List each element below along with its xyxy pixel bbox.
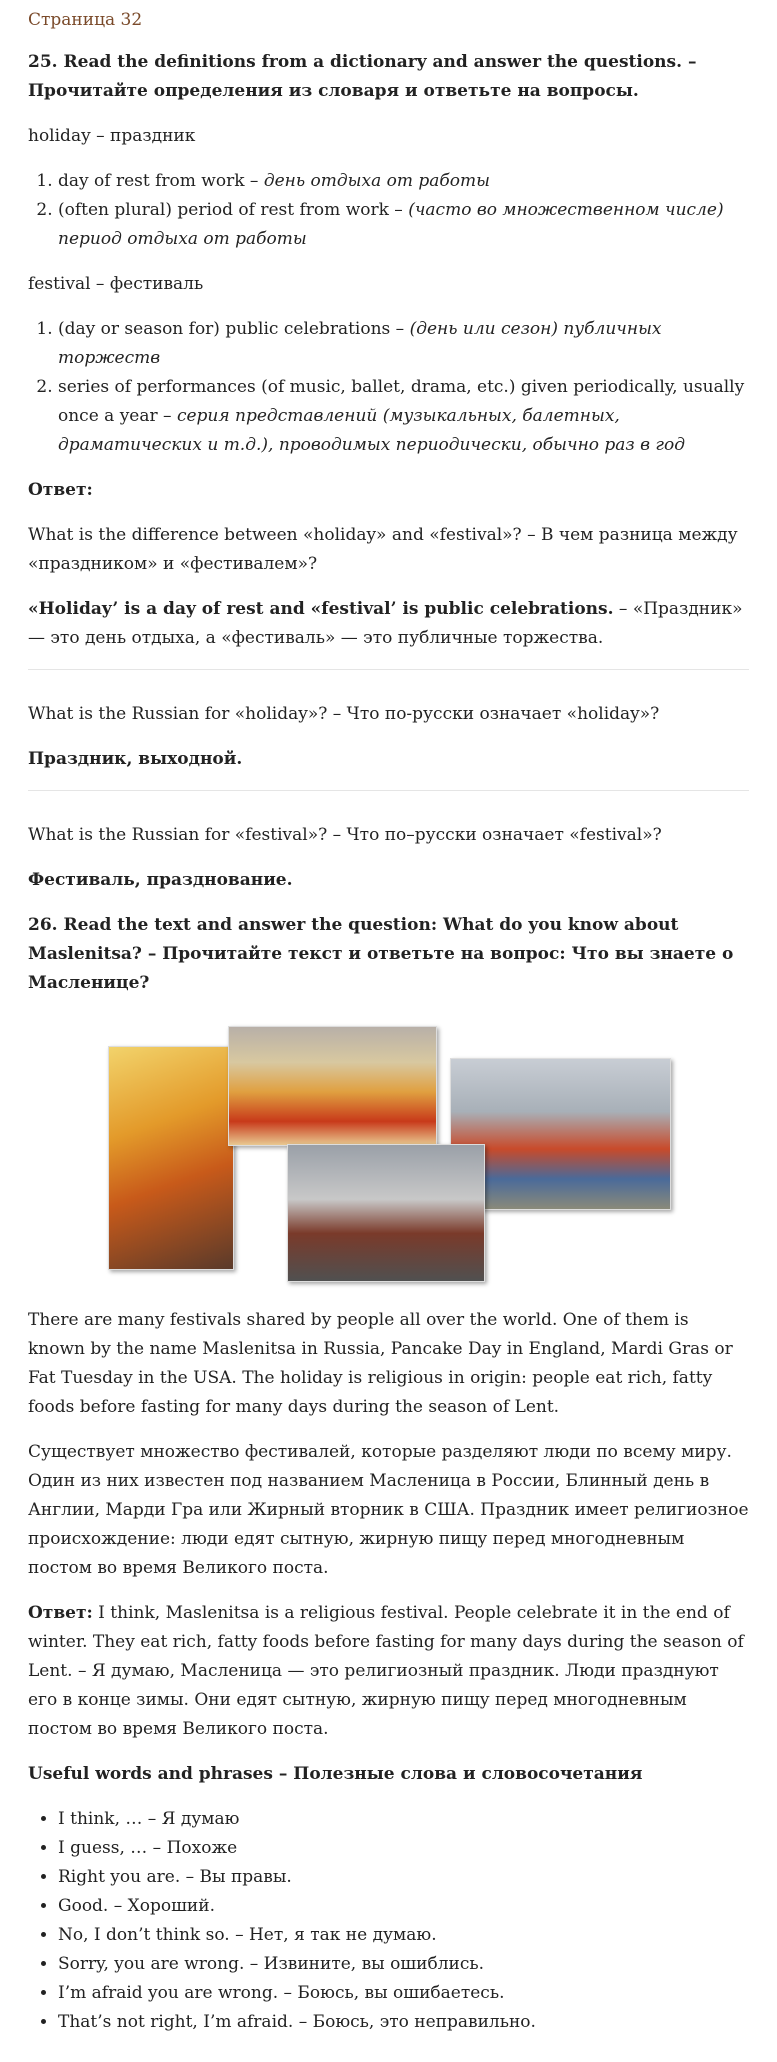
definition-en: day of rest from work – <box>58 171 264 191</box>
list-item: • I think, … – Я думаю <box>58 1805 749 1834</box>
text-english: There are many festivals shared by people all over the world. One of them is known by the name Maslenitsa in Russia, Pancake Day in England, Mardi Gras or Fat Tuesday in the USA. The holiday is religious in origin: people eat rich, fatty foods before fasting for many days during the season of Lent. <box>28 1310 733 1417</box>
exercise-26-title: 26. Read the text and answer the question: What do you know about Maslenitsa? – Прочитайте текст и ответьте на вопрос: Что вы знаете о Масленице? <box>28 915 734 993</box>
pancake-race-photo <box>287 1144 485 1282</box>
definition-ru: (день или сезон) публичных торжеств <box>58 319 662 368</box>
definition-en: (day or season for) public celebrations – <box>58 319 410 339</box>
list-item: • That’s not right, I’m afraid. – Боюсь, это неправильно. <box>58 2008 749 2037</box>
answer-1 <box>28 595 749 653</box>
useful-phrases-title: Useful words and phrases – Полезные слова и словосочетания <box>28 1764 643 1784</box>
answer-2: Праздник, выходной. <box>28 749 243 769</box>
answer-label: Ответ: <box>28 480 93 500</box>
festival-definition-2 <box>58 373 749 460</box>
answer-label: Ответ: <box>28 1603 93 1623</box>
list-item: • No, I don’t think so. – Нет, я так не думаю. <box>58 1921 749 1950</box>
text-russian: Существует множество фестивалей, которые разделяют люди по всему миру. Один из них известен под названием Масленица в России, Блинный день в Англии, Марди Гра или Жирный вторник в США. Праздник имеет религиозное происхождение: люди едят сытную, жирную пищу перед многодневным постом во время Великого поста. <box>28 1442 749 1578</box>
list-item: • Sorry, you are wrong. – Извините, вы ошиблись. <box>58 1950 749 1979</box>
holiday-definition-2 <box>58 196 749 254</box>
definition-ru: день отдыха от работы <box>263 171 490 191</box>
useful-phrases-list <box>28 1805 749 2037</box>
definition-en: series of performances (of music, ballet, drama, etc.) given periodically, usually once a year – <box>58 377 745 426</box>
answer-3: Фестиваль, празднование. <box>28 870 293 890</box>
answer-1-rest: – «Праздник» — это день отдыха, а «фестиваль» — это публичные торжества. <box>28 599 743 648</box>
pancakes-photo <box>228 1026 437 1146</box>
definition-ru: серия представлений (музыкальных, балетных, драматических и т.д.), проводимых периодически, обычно раз в год <box>58 406 686 455</box>
list-item: • I’m afraid you are wrong. – Боюсь, вы ошибаетесь. <box>58 1979 749 2008</box>
definition-en: (often plural) period of rest from work – <box>58 200 409 220</box>
list-item: • Good. – Хороший. <box>58 1892 749 1921</box>
holiday-definitions <box>28 167 749 254</box>
maslenitsa-photo-collage <box>28 1026 749 1288</box>
festival-heading: festival – фестиваль <box>28 274 204 294</box>
divider <box>28 669 749 670</box>
sun-effigy-photo <box>108 1046 234 1270</box>
question-1: What is the difference between «holiday» and «festival»? – В чем разница между «праздником» и «фестивалем»? <box>28 525 738 574</box>
question-2: What is the Russian for «holiday»? – Что по-русски означает «holiday»? <box>28 704 660 724</box>
festival-definition-1 <box>58 315 749 373</box>
festival-definitions <box>28 315 749 460</box>
list-item: • Right you are. – Вы правы. <box>58 1863 749 1892</box>
holiday-heading: holiday – праздник <box>28 126 196 146</box>
answer-text: I think, Maslenitsa is a religious festival. People celebrate it in the end of winter. They eat rich, fatty foods before fasting for many days during the season of Lent. – Я думаю, Масленица — это религиозный праздник. Люди празднуют его в конце зимы. Они едят сытную, жирную пищу перед многодневным постом во время Великого поста. <box>28 1603 744 1739</box>
page-number: Страница 32 <box>28 10 143 30</box>
answer-26 <box>28 1599 749 1744</box>
holiday-definition-1 <box>58 167 749 196</box>
divider <box>28 790 749 791</box>
answer-1-bold: «Holiday’ is a day of rest and «festival’ is public celebrations. <box>28 599 614 619</box>
definition-ru: (часто во множественном числе) период отдыха от работы <box>58 200 724 249</box>
question-3: What is the Russian for «festival»? – Что по–русски означает «festival»? <box>28 825 662 845</box>
exercise-25-title: 25. Read the definitions from a dictionary and answer the questions. – Прочитайте определения из словаря и ответьте на вопросы. <box>28 52 697 101</box>
list-item: • I guess, … – Похоже <box>58 1834 749 1863</box>
